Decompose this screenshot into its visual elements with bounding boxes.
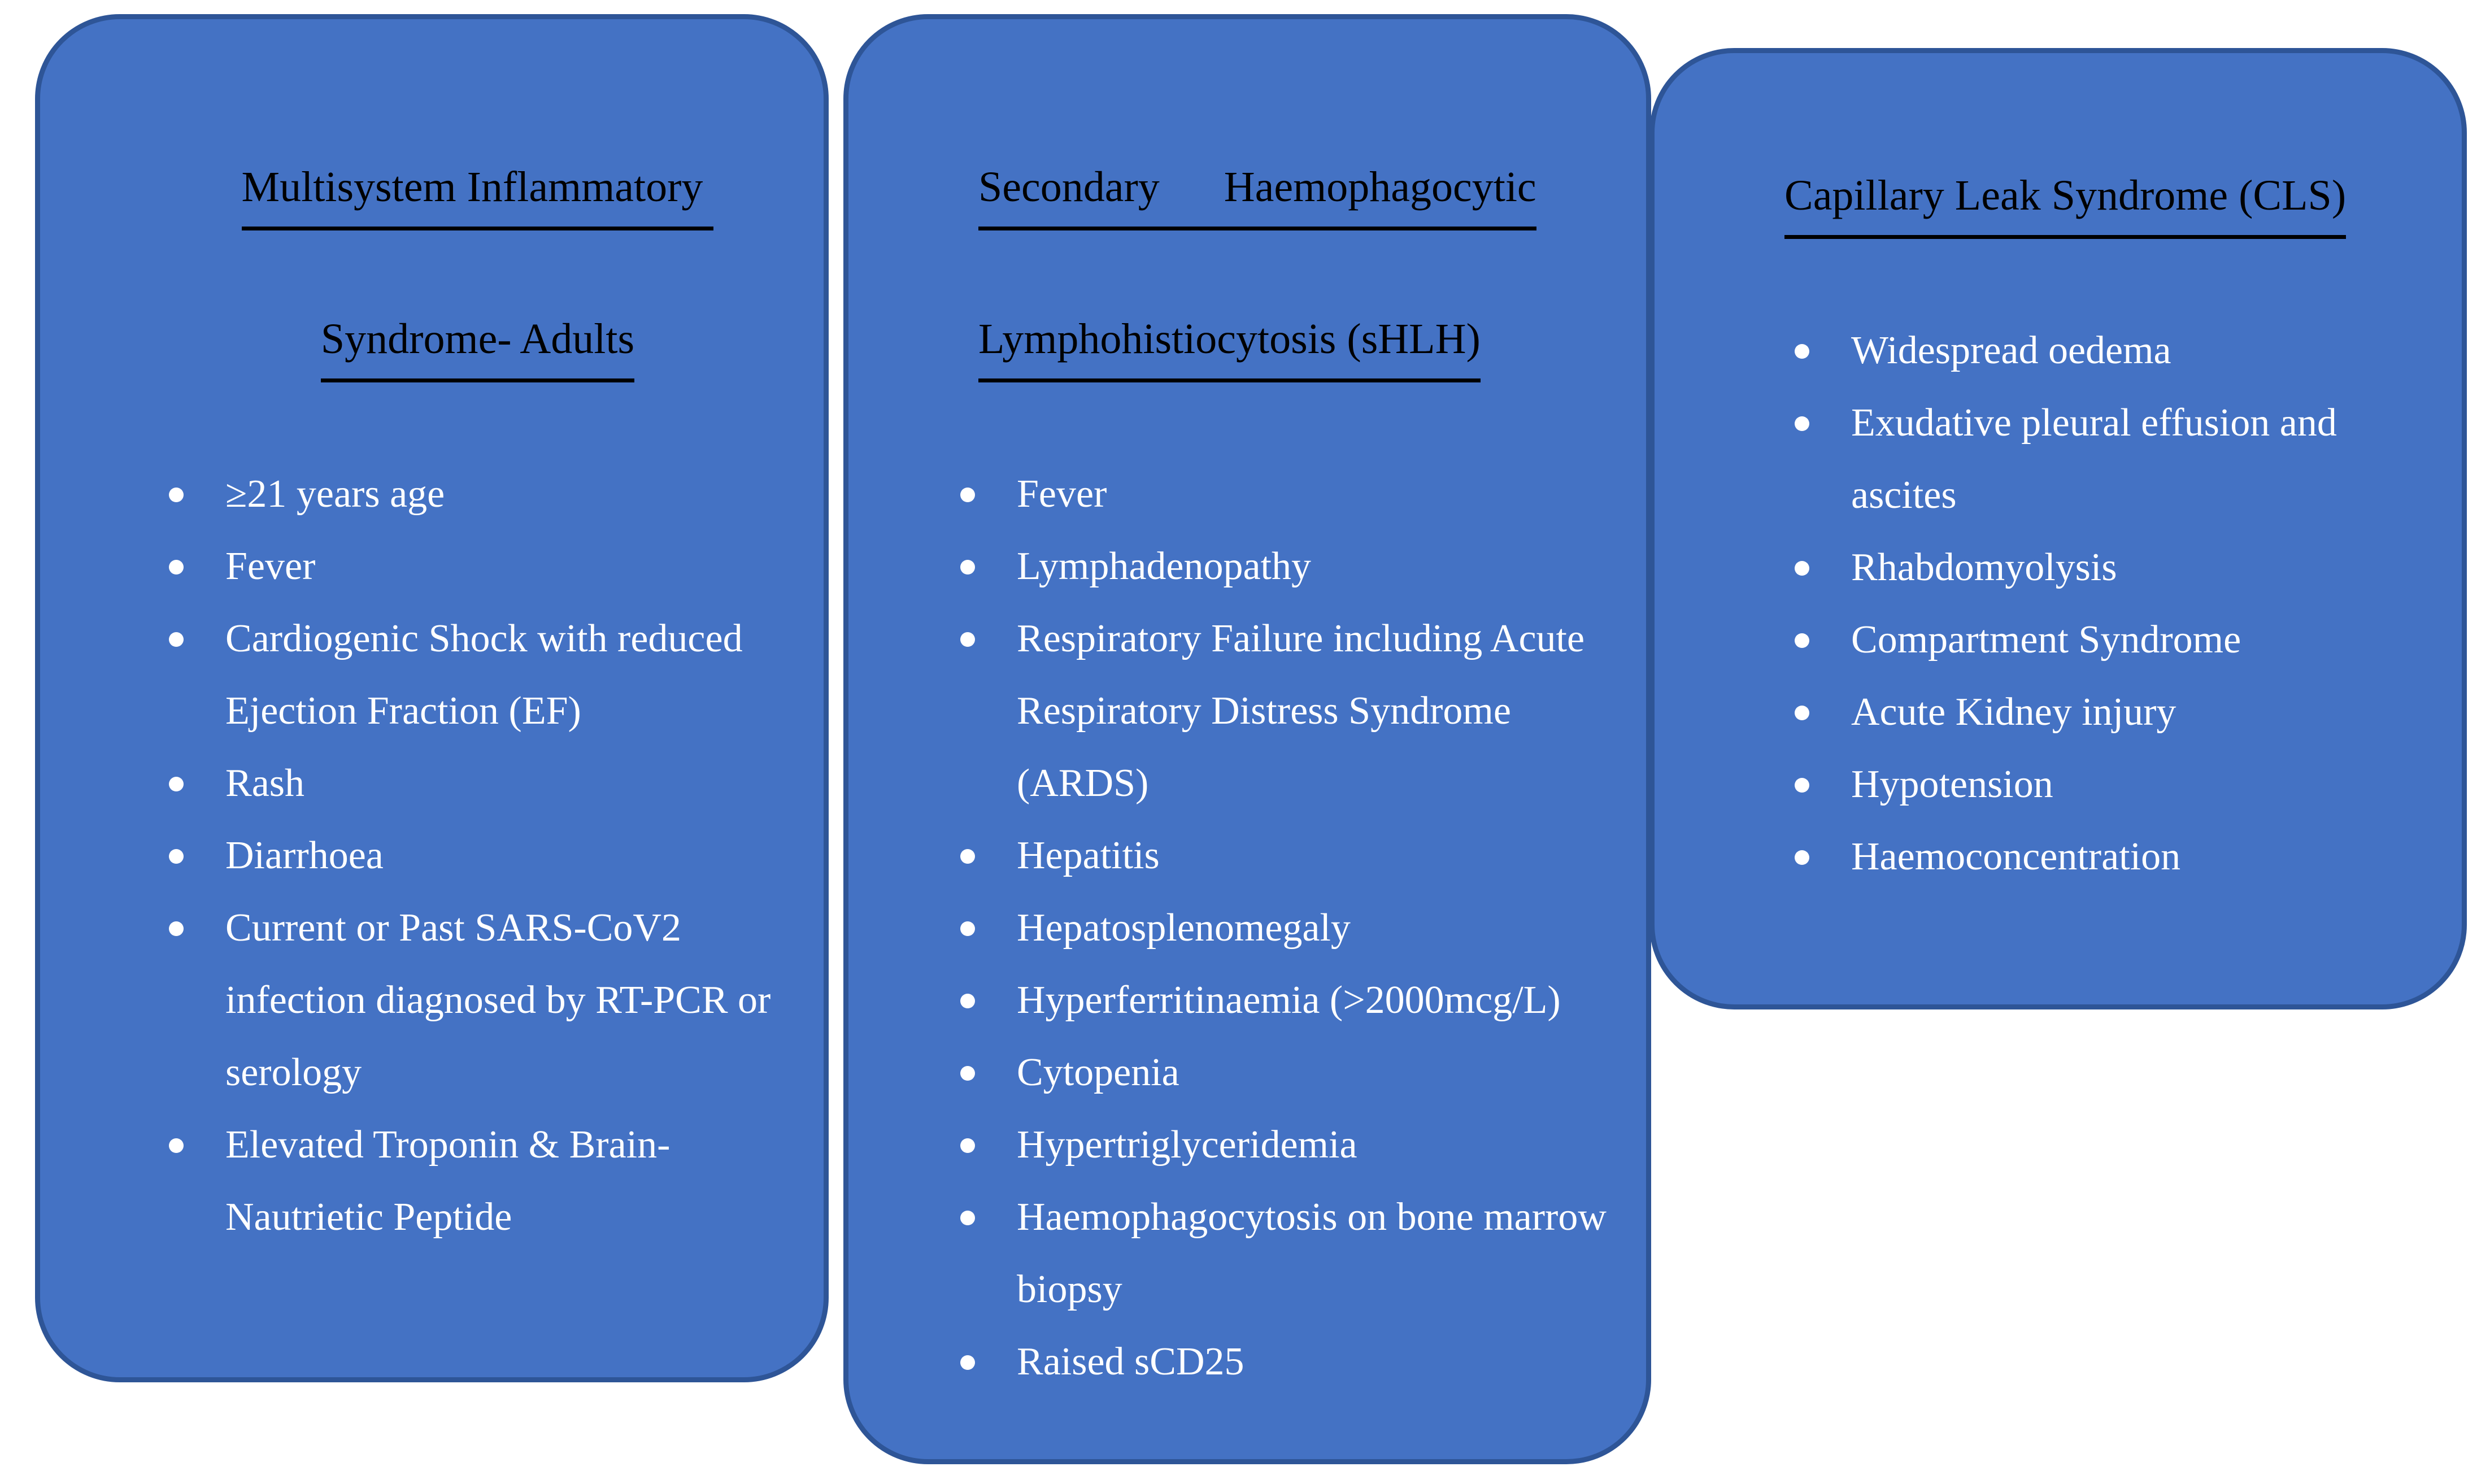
panel-title bbox=[893, 79, 1595, 455]
list-item-text: Cytopenia bbox=[1017, 1051, 1179, 1094]
list-item bbox=[147, 530, 801, 603]
list-item bbox=[1773, 387, 2439, 532]
list-item-text: Haemophagocytosis on bone marrow biopsy bbox=[1017, 1195, 1617, 1311]
list-item-text: Respiratory Failure including Acute Respiratory Distress Syndrome (ARDS) bbox=[1017, 617, 1595, 805]
list-item-text: Compartment Syndrome bbox=[1851, 618, 2241, 662]
list-item bbox=[939, 603, 1623, 820]
list-item bbox=[939, 1326, 1623, 1398]
bullet-list bbox=[939, 458, 1623, 1398]
list-item-text: Current or Past SARS-CoV2 infection diagnosed by RT-PCR or serology bbox=[225, 906, 811, 1094]
panel-title-wrap bbox=[40, 19, 824, 455]
list-item bbox=[1773, 315, 2439, 387]
list-item bbox=[1773, 604, 2439, 676]
list-item bbox=[147, 603, 801, 747]
list-item bbox=[147, 892, 811, 1109]
panel-title-wrap bbox=[848, 19, 1646, 455]
list-item bbox=[939, 964, 1623, 1037]
list-item bbox=[939, 530, 1623, 603]
list-item-text: Cardiogenic Shock with reduced Ejection Fraction (EF) bbox=[225, 617, 753, 733]
panel-capillary-leak-syndrome bbox=[1649, 48, 2467, 1009]
list-item bbox=[147, 747, 801, 820]
list-item bbox=[939, 1037, 1623, 1109]
list-item bbox=[939, 1109, 1623, 1181]
list-item-text: Fever bbox=[225, 545, 316, 588]
panel-title-line: Syndrome- Adults bbox=[321, 303, 634, 382]
list-item-text: Hepatitis bbox=[1017, 834, 1160, 877]
list-item-text: Hypertriglyceridemia bbox=[1017, 1123, 1357, 1167]
list-item-text: Hepatosplenomegaly bbox=[1017, 906, 1351, 950]
list-item-text: Lymphadenopathy bbox=[1017, 545, 1312, 588]
panel-multisystem-inflammatory-syndrome-adults bbox=[35, 14, 829, 1382]
list-item bbox=[1773, 748, 2439, 821]
panel-title-line: Lymphohistiocytosis (sHLH) bbox=[978, 303, 1481, 382]
list-item-text: Raised sCD25 bbox=[1017, 1340, 1244, 1383]
list-item bbox=[147, 820, 801, 892]
panel-title-line: Secondary Haemophagocytic bbox=[978, 151, 1536, 230]
panel-title-wrap bbox=[1655, 53, 2462, 311]
list-item bbox=[1773, 821, 2439, 893]
panel-bullet-list-wrap bbox=[848, 455, 1646, 1398]
list-item-text: Widespread oedema bbox=[1851, 329, 2171, 372]
list-item-text: Elevated Troponin & Brain-Nautrietic Peptide bbox=[225, 1123, 671, 1239]
list-item-text: Acute Kidney injury bbox=[1851, 690, 2176, 734]
panel-bullet-list-wrap bbox=[1655, 311, 2462, 893]
list-item-text: Diarrhoea bbox=[225, 834, 384, 877]
bullet-list bbox=[1773, 315, 2439, 893]
list-item-text: Exudative pleural effusion and ascites bbox=[1851, 401, 2347, 517]
list-item-text: Hypotension bbox=[1851, 763, 2053, 806]
list-item-text: Rash bbox=[225, 761, 304, 805]
list-item bbox=[939, 820, 1623, 892]
panel-title-line: Multisystem Inflammatory bbox=[242, 151, 714, 230]
list-item bbox=[147, 458, 801, 530]
panel-bullet-list-wrap bbox=[40, 455, 824, 1254]
list-item-text: Rhabdomyolysis bbox=[1851, 546, 2117, 589]
list-item-text: Haemoconcentration bbox=[1851, 835, 2181, 878]
list-item bbox=[939, 892, 1623, 964]
list-item bbox=[939, 458, 1623, 530]
list-item bbox=[939, 1181, 1623, 1326]
panel-title-line: Capillary Leak Syndrome (CLS) bbox=[1784, 159, 2346, 239]
list-item-text: ≥21 years age bbox=[225, 472, 445, 516]
list-item-text: Hyperferritinaemia (>2000mcg/L) bbox=[1017, 978, 1561, 1022]
list-item bbox=[147, 1109, 801, 1254]
list-item-text: Fever bbox=[1017, 472, 1107, 516]
bullet-list bbox=[147, 458, 811, 1254]
list-item bbox=[1773, 676, 2439, 748]
panel-title bbox=[1699, 87, 2428, 311]
panel-title bbox=[114, 79, 756, 455]
list-item bbox=[1773, 532, 2439, 604]
panel-secondary-haemophagocytic-lymphohistiocytosis bbox=[843, 14, 1651, 1464]
